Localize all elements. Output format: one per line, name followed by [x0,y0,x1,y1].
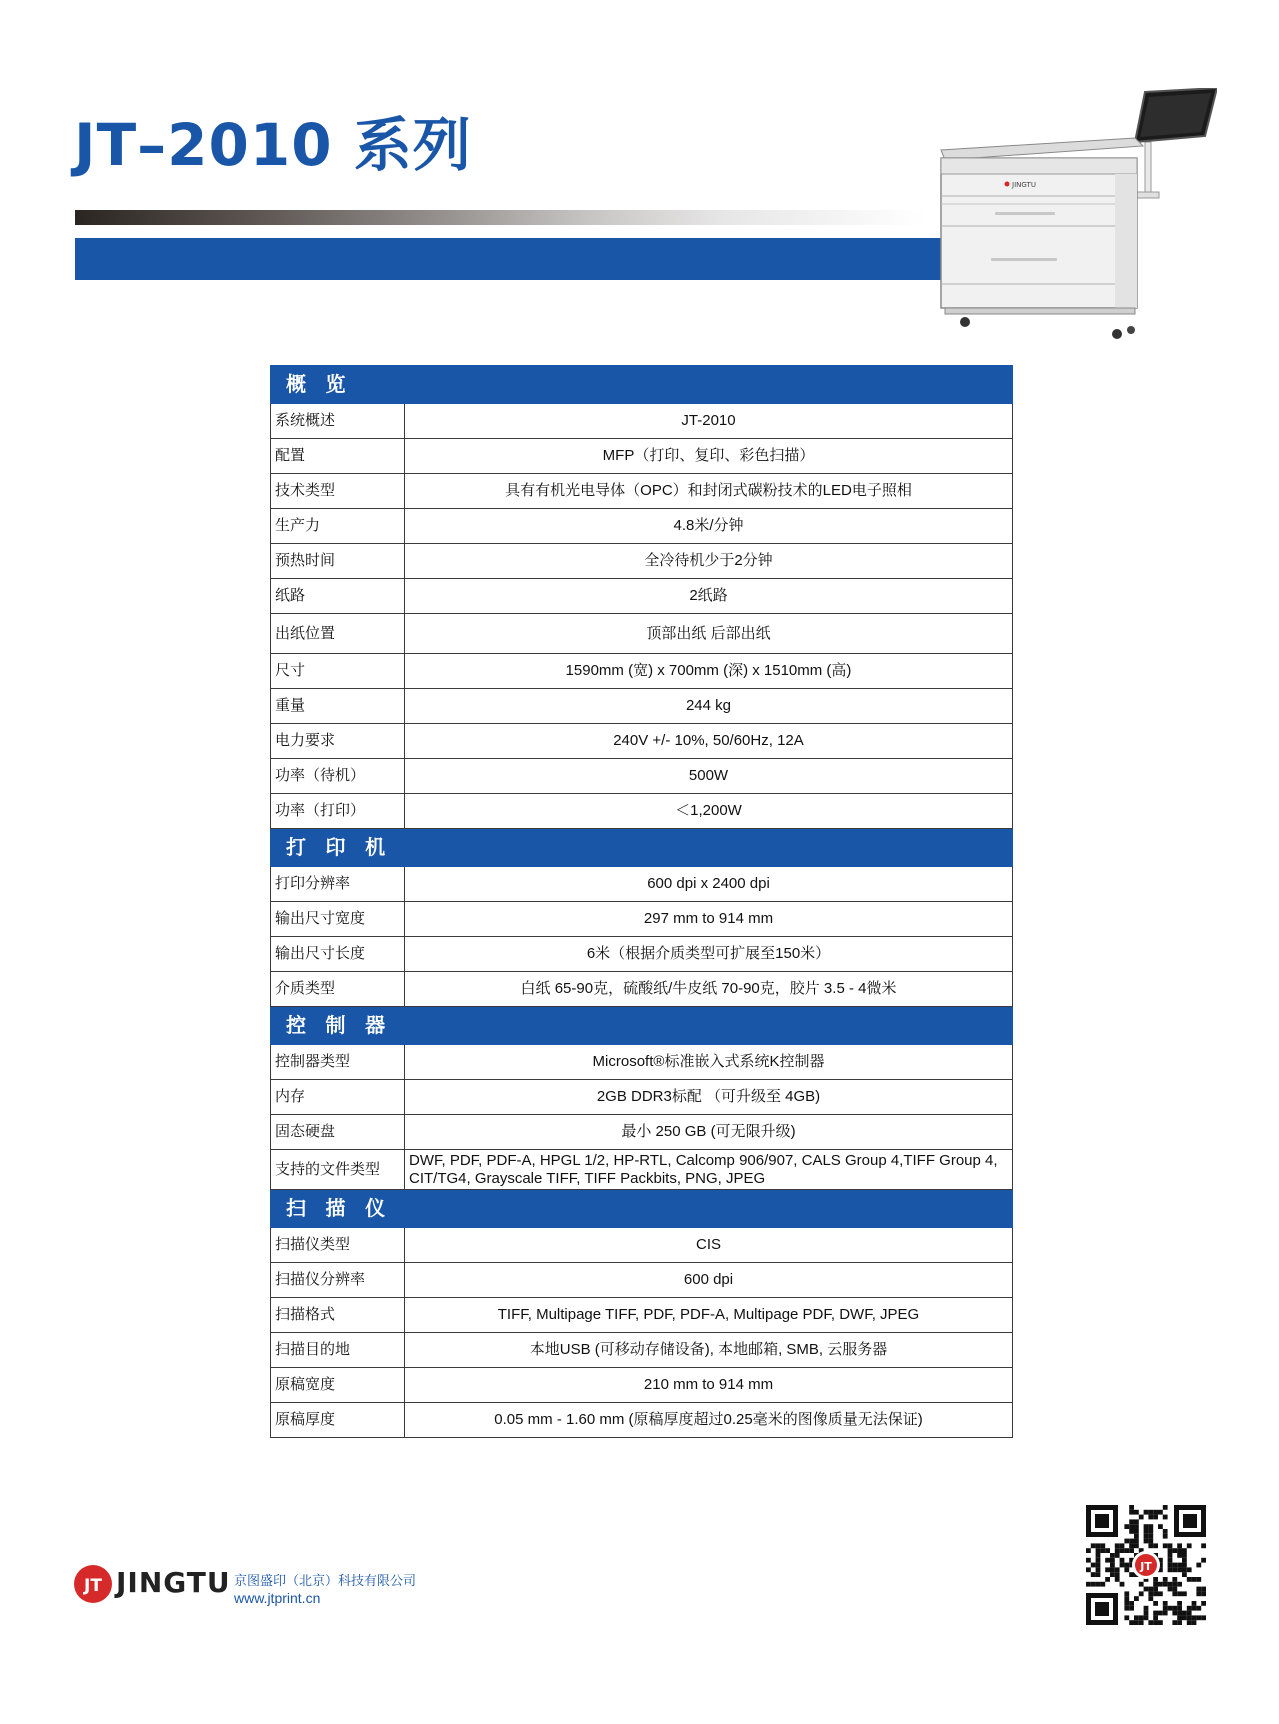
spec-value: 244 kg [405,689,1013,724]
spec-label: 系统概述 [271,404,405,439]
spec-value: 6米（根据介质类型可扩展至150米） [405,937,1013,972]
spec-value: 白纸 65-90克，硫酸纸/牛皮纸 70-90克，胶片 3.5 - 4微米 [405,972,1013,1007]
spec-row [271,579,1013,614]
section-title: 控 制 器 [271,1007,1013,1045]
spec-row [271,1333,1013,1368]
spec-label: 尺寸 [271,654,405,689]
spec-label: 控制器类型 [271,1045,405,1080]
qr-code [1084,1503,1208,1627]
spec-label: 出纸位置 [271,614,405,654]
jingtu-logo-icon [73,1564,113,1604]
spec-row [271,1298,1013,1333]
spec-row [271,1263,1013,1298]
spec-label: 技术类型 [271,474,405,509]
spec-label: 扫描目的地 [271,1333,405,1368]
spec-value: 0.05 mm - 1.60 mm (原稿厚度超过0.25毫米的图像质量无法保证) [405,1403,1013,1438]
spec-value: DWF, PDF, PDF-A, HPGL 1/2, HP-RTL, Calcomp 906/907, CALS Group 4,TIFF Group 4, CIT/TG4, Grayscale TIFF, TIFF Packbits, PNG, JPEG [405,1150,1013,1190]
product-logo-text: JINGTU [1012,181,1036,189]
spec-label: 配置 [271,439,405,474]
spec-row [271,902,1013,937]
spec-value: TIFF, Multipage TIFF, PDF, PDF-A, Multipage PDF, DWF, JPEG [405,1298,1013,1333]
spec-row [271,544,1013,579]
spec-row [271,509,1013,544]
spec-value: MFP（打印、复印、彩色扫描） [405,439,1013,474]
spec-value: 顶部出纸 后部出纸 [405,614,1013,654]
section-header-overview [271,366,1013,404]
spec-label: 支持的文件类型 [271,1150,405,1190]
page-title: JT–2010 系列 [74,111,472,179]
spec-label: 纸路 [271,579,405,614]
spec-row [271,1150,1013,1190]
spec-value: CIS [405,1228,1013,1263]
spec-row [271,1080,1013,1115]
spec-value: 4.8米/分钟 [405,509,1013,544]
spec-row [271,1403,1013,1438]
spec-value: 240V +/- 10%, 50/60Hz, 12A [405,724,1013,759]
spec-value: 600 dpi [405,1263,1013,1298]
section-header-printer [271,829,1013,867]
spec-label: 生产力 [271,509,405,544]
spec-label: 功率（打印） [271,794,405,829]
spec-row [271,759,1013,794]
spec-value: 600 dpi x 2400 dpi [405,867,1013,902]
spec-row [271,614,1013,654]
spec-row [271,867,1013,902]
spec-value: ＜1,200W [405,794,1013,829]
spec-value: 最小 250 GB (可无限升级) [405,1115,1013,1150]
spec-value: 具有有机光电导体（OPC）和封闭式碳粉技术的LED电子照相 [405,474,1013,509]
spec-value: Microsoft®标准嵌入式系统K控制器 [405,1045,1013,1080]
spec-row [271,1368,1013,1403]
spec-row [271,404,1013,439]
qr-finder-top-left [1086,1505,1118,1537]
spec-value: JT-2010 [405,404,1013,439]
spec-label: 打印分辨率 [271,867,405,902]
section-header-scanner [271,1190,1013,1228]
spec-value: 2GB DDR3标配 （可升级至 4GB) [405,1080,1013,1115]
section-title: 打 印 机 [271,829,1013,867]
spec-label: 电力要求 [271,724,405,759]
spec-value: 全冷待机少于2分钟 [405,544,1013,579]
spec-label: 输出尺寸宽度 [271,902,405,937]
spec-label: 扫描仪分辨率 [271,1263,405,1298]
spec-row [271,794,1013,829]
spec-label: 扫描格式 [271,1298,405,1333]
spec-label: 介质类型 [271,972,405,1007]
spec-label: 重量 [271,689,405,724]
spec-label: 预热时间 [271,544,405,579]
website-link[interactable]: www.jtprint.cn [234,1590,321,1606]
spec-row [271,474,1013,509]
spec-row [271,972,1013,1007]
gradient-stripe [75,210,925,225]
blue-banner [75,238,965,280]
spec-row [271,937,1013,972]
plotter-product-image [935,88,1217,344]
spec-value: 500W [405,759,1013,794]
spec-row [271,439,1013,474]
spec-table [270,365,1013,1438]
spec-label: 原稿宽度 [271,1368,405,1403]
spec-value: 2纸路 [405,579,1013,614]
spec-row [271,654,1013,689]
brand-name: JINGTU [116,1566,231,1599]
spec-value: 1590mm (宽) x 700mm (深) x 1510mm (高) [405,654,1013,689]
spec-label: 固态硬盘 [271,1115,405,1150]
section-title: 扫 描 仪 [271,1190,1013,1228]
spec-row [271,689,1013,724]
spec-label: 输出尺寸长度 [271,937,405,972]
qr-finder-top-right [1174,1505,1206,1537]
spec-table-body [271,366,1013,1438]
spec-row [271,1115,1013,1150]
qr-finder-bottom-left [1086,1593,1118,1625]
spec-label: 原稿厚度 [271,1403,405,1438]
spec-label: 内存 [271,1080,405,1115]
spec-value: 本地USB (可移动存储设备), 本地邮箱, SMB, 云服务器 [405,1333,1013,1368]
section-title: 概 览 [271,366,1013,404]
spec-row [271,1045,1013,1080]
logo-mark-text: JT [84,1576,102,1596]
company-name: 京图盛印（北京）科技有限公司 [234,1573,417,1588]
section-header-controller [271,1007,1013,1045]
spec-row [271,724,1013,759]
spec-value: 297 mm to 914 mm [405,902,1013,937]
spec-label: 功率（待机） [271,759,405,794]
spec-value: 210 mm to 914 mm [405,1368,1013,1403]
spec-label: 扫描仪类型 [271,1228,405,1263]
qr-logo-mark-text: JT [1140,1560,1152,1573]
spec-row [271,1228,1013,1263]
